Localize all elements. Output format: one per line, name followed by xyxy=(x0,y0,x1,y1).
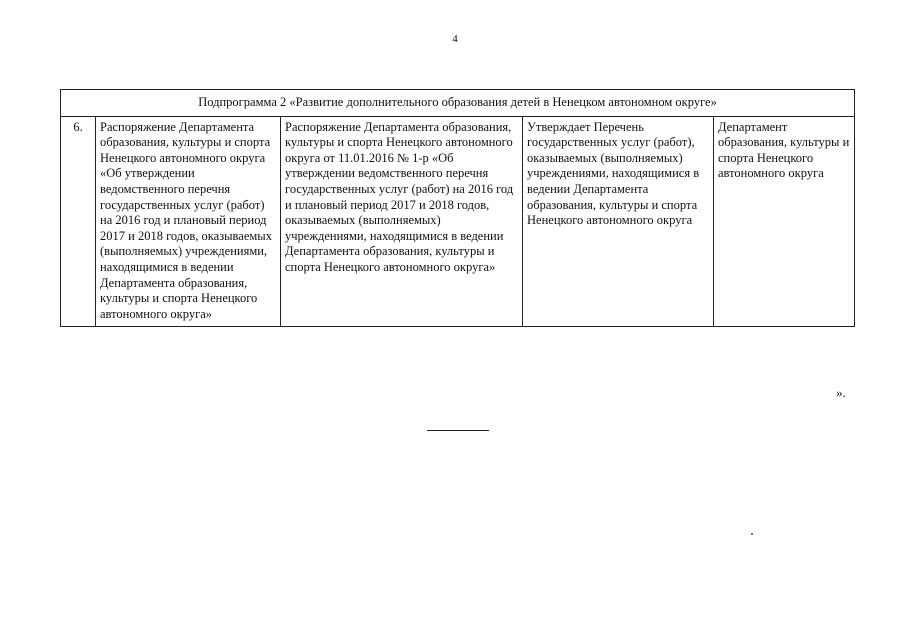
table-row xyxy=(61,116,855,327)
subprogram-heading: Подпрограмма 2 «Развитие дополнительного образования детей в Ненецком автономном округе» xyxy=(61,90,855,117)
page-number: 4 xyxy=(452,33,458,45)
closing-quote: ». xyxy=(836,385,846,400)
document-name-cell: Распоряжение Департамента образования, культуры и спорта Ненецкого автономного округа «Об утверждении ведомственного перечня государственных услуг (работ) на 2016 год и плановый период 2017 и 2018 годов, оказываемых (выполняемых) учреждениями, находящимися в ведении Департамента образования, культуры и спорта Ненецкого автономного округа» xyxy=(96,116,281,327)
document-purpose-cell: Утверждает Перечень государственных услуг (работ), оказываемых (выполняемых) учреждениями, находящимися в ведении Департамента образования, культуры и спорта Ненецкого автономного округа xyxy=(523,116,714,327)
row-number-cell: 6. xyxy=(61,116,96,327)
document-table xyxy=(60,89,855,327)
subprogram-row xyxy=(61,90,855,117)
document-details-cell: Распоряжение Департамента образования, культуры и спорта Ненецкого автономного округа от 11.01.2016 № 1-р «Об утверждении ведомственного перечня государственных услуг (работ) на 2016 год и плановый период 2017 и 2018 годов, оказываемых (выполняемых) учреждениями, находящимися в ведении Департамента образования, культуры и спорта Ненецкого автономного округа» xyxy=(281,116,523,327)
end-separator-line xyxy=(427,430,489,431)
scan-speck xyxy=(751,533,753,535)
responsible-body-cell: Департамент образования, культуры и спорта Ненецкого автономного округа xyxy=(714,116,855,327)
